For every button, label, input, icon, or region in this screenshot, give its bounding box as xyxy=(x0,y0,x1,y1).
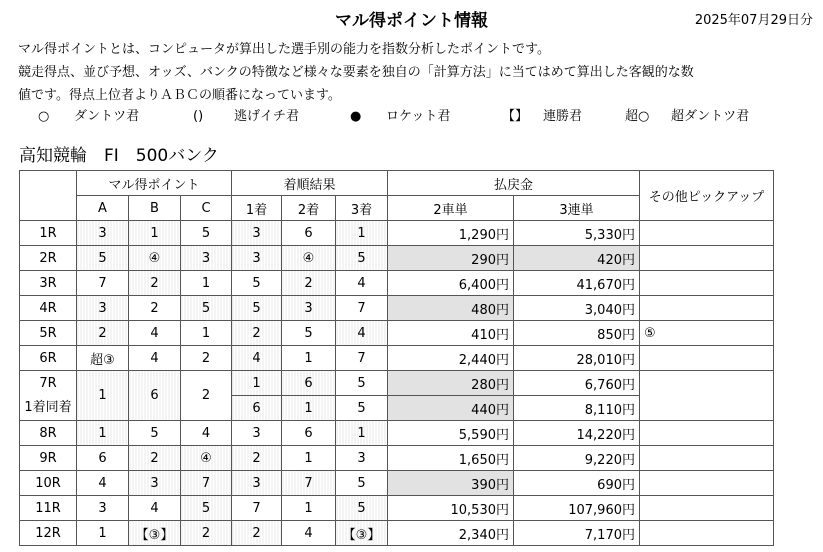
first-cell: 1 xyxy=(232,371,282,396)
race-cell: 5R xyxy=(20,321,77,346)
trifecta-cell: 9,220円 xyxy=(514,446,640,471)
first-cell: 6 xyxy=(232,396,282,421)
point-c-cell: 5 xyxy=(181,496,232,521)
point-b-cell: 4 xyxy=(129,346,181,371)
trifecta-cell: 5,330円 xyxy=(514,221,640,246)
point-c-cell: 3 xyxy=(181,246,232,271)
second-cell: 6 xyxy=(282,421,336,446)
third-cell: 5 xyxy=(336,246,388,271)
point-a-cell: 7 xyxy=(77,271,129,296)
other-pickup-cell xyxy=(640,496,774,521)
exacta-cell: 6,400円 xyxy=(388,271,514,296)
race-cell: 9R xyxy=(20,446,77,471)
point-b-cell: 1 xyxy=(129,221,181,246)
trifecta-cell: 28,010円 xyxy=(514,346,640,371)
other-pickup-cell xyxy=(640,521,774,546)
col-c-header: C xyxy=(181,196,232,221)
table-row xyxy=(20,296,774,321)
first-cell: 3 xyxy=(232,221,282,246)
race-cell: 3R xyxy=(20,271,77,296)
dead-heat-note: 1着同着 xyxy=(24,399,72,415)
second-cell: 5 xyxy=(282,321,336,346)
second-cell: 7 xyxy=(282,471,336,496)
point-b-cell: 4 xyxy=(129,496,181,521)
col-exacta-header: 2車単 xyxy=(388,196,514,221)
col-third-header: 3着 xyxy=(336,196,388,221)
other-pickup-cell: ⑤ xyxy=(640,321,774,346)
point-c-cell: 1 xyxy=(181,271,232,296)
legend-symbol-nigeichi: () xyxy=(193,109,204,124)
first-cell: 3 xyxy=(232,471,282,496)
exacta-cell: 5,590円 xyxy=(388,421,514,446)
description-line: マル得ポイントとは、コンピュータが算出した選手別の能力を指数分析したポイントです。 xyxy=(18,42,550,57)
exacta-cell: 2,340円 xyxy=(388,521,514,546)
trifecta-cell: 420円 xyxy=(514,246,640,271)
trifecta-cell: 3,040円 xyxy=(514,296,640,321)
legend-label-dantotsu: ダントツ君 xyxy=(74,109,140,124)
point-b-cell: 2 xyxy=(129,296,181,321)
race-cell: 10R xyxy=(20,471,77,496)
point-c-cell: 2 xyxy=(181,346,232,371)
second-cell: 6 xyxy=(282,371,336,396)
legend-symbol-rocket: ● xyxy=(350,109,362,124)
col-trifecta-header: 3連単 xyxy=(514,196,640,221)
point-a-cell: 4 xyxy=(77,471,129,496)
points-header: マル得ポイント xyxy=(77,171,232,196)
exacta-cell: 390円 xyxy=(388,471,514,496)
legend-label-renshou: 連勝君 xyxy=(543,109,583,124)
second-cell: 1 xyxy=(282,346,336,371)
first-cell: 4 xyxy=(232,346,282,371)
first-cell: 2 xyxy=(232,446,282,471)
third-cell: 5 xyxy=(336,496,388,521)
trifecta-cell: 850円 xyxy=(514,321,640,346)
third-cell: 1 xyxy=(336,421,388,446)
table-row xyxy=(20,271,774,296)
exacta-cell: 1,650円 xyxy=(388,446,514,471)
trifecta-cell: 107,960円 xyxy=(514,496,640,521)
legend-label-nigeichi: 逃げイチ君 xyxy=(234,109,300,124)
second-cell: 4 xyxy=(282,521,336,546)
table-row xyxy=(20,221,774,246)
point-a-cell: 1 xyxy=(77,421,129,446)
trifecta-cell: 41,670円 xyxy=(514,271,640,296)
race-cell: 2R xyxy=(20,246,77,271)
exacta-cell: 410円 xyxy=(388,321,514,346)
point-b-cell: 2 xyxy=(129,446,181,471)
point-c-cell: 5 xyxy=(181,221,232,246)
table-row xyxy=(20,371,774,396)
second-cell: ④ xyxy=(282,246,336,271)
table-row xyxy=(20,446,774,471)
race-cell: 1R xyxy=(20,221,77,246)
third-cell: 5 xyxy=(336,396,388,421)
point-a-cell: 超③ xyxy=(77,346,129,371)
race-cell: 12R xyxy=(20,521,77,546)
point-c-cell: 7 xyxy=(181,471,232,496)
other-pickup-cell xyxy=(640,271,774,296)
results-table xyxy=(19,170,774,546)
second-cell: 2 xyxy=(282,271,336,296)
third-cell: 5 xyxy=(336,471,388,496)
first-cell: 2 xyxy=(232,321,282,346)
exacta-cell: 1,290円 xyxy=(388,221,514,246)
table-row xyxy=(20,346,774,371)
first-cell: 5 xyxy=(232,296,282,321)
other-pickup-header: その他ピックアップ xyxy=(640,171,774,221)
point-b-cell: 5 xyxy=(129,421,181,446)
description-line: 値です。得点上位者よりＡＢＣの順番になっています。 xyxy=(18,88,341,103)
point-a-cell: 1 xyxy=(77,521,129,546)
trifecta-cell: 14,220円 xyxy=(514,421,640,446)
third-cell: 【③】 xyxy=(336,521,388,546)
trifecta-cell: 690円 xyxy=(514,471,640,496)
legend-symbol-super-dantotsu: 超○ xyxy=(625,109,650,124)
race-cell: 4R xyxy=(20,296,77,321)
third-cell: 7 xyxy=(336,346,388,371)
third-cell: 7 xyxy=(336,296,388,321)
race-cell: 8R xyxy=(20,421,77,446)
race-cell xyxy=(20,371,77,421)
description xyxy=(18,38,818,107)
point-a-cell: 1 xyxy=(77,371,129,421)
point-b-cell: 2 xyxy=(129,271,181,296)
point-c-cell: 4 xyxy=(181,421,232,446)
first-cell: 3 xyxy=(232,246,282,271)
exacta-cell: 2,440円 xyxy=(388,346,514,371)
table-row xyxy=(20,421,774,446)
first-cell: 5 xyxy=(232,271,282,296)
legend-symbol-dantotsu: ○ xyxy=(38,109,50,124)
page-title: マル得ポイント情報 xyxy=(335,11,488,31)
point-a-cell: 3 xyxy=(77,296,129,321)
point-c-cell: 2 xyxy=(181,521,232,546)
col-second-header: 2着 xyxy=(282,196,336,221)
col-a-header: A xyxy=(77,196,129,221)
point-a-cell: 6 xyxy=(77,446,129,471)
other-pickup-cell xyxy=(640,346,774,371)
other-pickup-cell xyxy=(640,221,774,246)
other-pickup-cell xyxy=(640,421,774,446)
third-cell: 5 xyxy=(336,371,388,396)
race-cell: 11R xyxy=(20,496,77,521)
trifecta-cell: 8,110円 xyxy=(514,396,640,421)
second-cell: 1 xyxy=(282,496,336,521)
legend-label-super-dantotsu: 超ダントツ君 xyxy=(671,109,750,124)
first-cell: 7 xyxy=(232,496,282,521)
table-row xyxy=(20,496,774,521)
point-b-cell: 【③】 xyxy=(129,521,181,546)
point-c-cell: 2 xyxy=(181,371,232,421)
point-a-cell: 3 xyxy=(77,496,129,521)
third-cell: 3 xyxy=(336,446,388,471)
other-pickup-cell xyxy=(640,296,774,321)
trifecta-cell: 7,170円 xyxy=(514,521,640,546)
point-a-cell: 2 xyxy=(77,321,129,346)
venue-heading: 高知競輪 FI 500バンク xyxy=(19,146,219,166)
trifecta-cell: 6,760円 xyxy=(514,371,640,396)
exacta-cell: 440円 xyxy=(388,396,514,421)
point-a-cell: 5 xyxy=(77,246,129,271)
point-b-cell: 4 xyxy=(129,321,181,346)
table-row xyxy=(20,471,774,496)
exacta-cell: 290円 xyxy=(388,246,514,271)
col-first-header: 1着 xyxy=(232,196,282,221)
third-cell: 1 xyxy=(336,221,388,246)
col-b-header: B xyxy=(129,196,181,221)
exacta-cell: 10,530円 xyxy=(388,496,514,521)
exacta-cell: 480円 xyxy=(388,296,514,321)
first-cell: 2 xyxy=(232,521,282,546)
table-row xyxy=(20,521,774,546)
point-a-cell: 3 xyxy=(77,221,129,246)
table-row xyxy=(20,321,774,346)
race-number: 7R xyxy=(39,375,57,391)
second-cell: 1 xyxy=(282,446,336,471)
point-c-cell: ④ xyxy=(181,446,232,471)
other-pickup-cell xyxy=(640,471,774,496)
other-pickup-cell xyxy=(640,246,774,271)
point-b-cell: 3 xyxy=(129,471,181,496)
point-b-cell: 6 xyxy=(129,371,181,421)
third-cell: 4 xyxy=(336,271,388,296)
legend-symbol-renshou: 【】 xyxy=(502,109,529,124)
point-c-cell: 5 xyxy=(181,296,232,321)
first-cell: 3 xyxy=(232,421,282,446)
legend-label-rocket: ロケット君 xyxy=(386,109,451,124)
payout-header: 払戻金 xyxy=(388,171,640,196)
second-cell: 1 xyxy=(282,396,336,421)
race-cell: 6R xyxy=(20,346,77,371)
table-row xyxy=(20,246,774,271)
other-pickup-cell xyxy=(640,446,774,471)
second-cell: 3 xyxy=(282,296,336,321)
point-c-cell: 1 xyxy=(181,321,232,346)
other-pickup-cell xyxy=(640,371,774,421)
exacta-cell: 280円 xyxy=(388,371,514,396)
third-cell: 4 xyxy=(336,321,388,346)
report-date: 2025年07月29日分 xyxy=(694,13,813,28)
race-header xyxy=(20,171,77,221)
point-b-cell: ④ xyxy=(129,246,181,271)
description-line: 競走得点、並び予想、オッズ、バンクの特徴など様々な要素を独自の「計算方法」に当てはめて算出した客観的な数 xyxy=(18,65,694,80)
result-header: 着順結果 xyxy=(232,171,388,196)
second-cell: 6 xyxy=(282,221,336,246)
